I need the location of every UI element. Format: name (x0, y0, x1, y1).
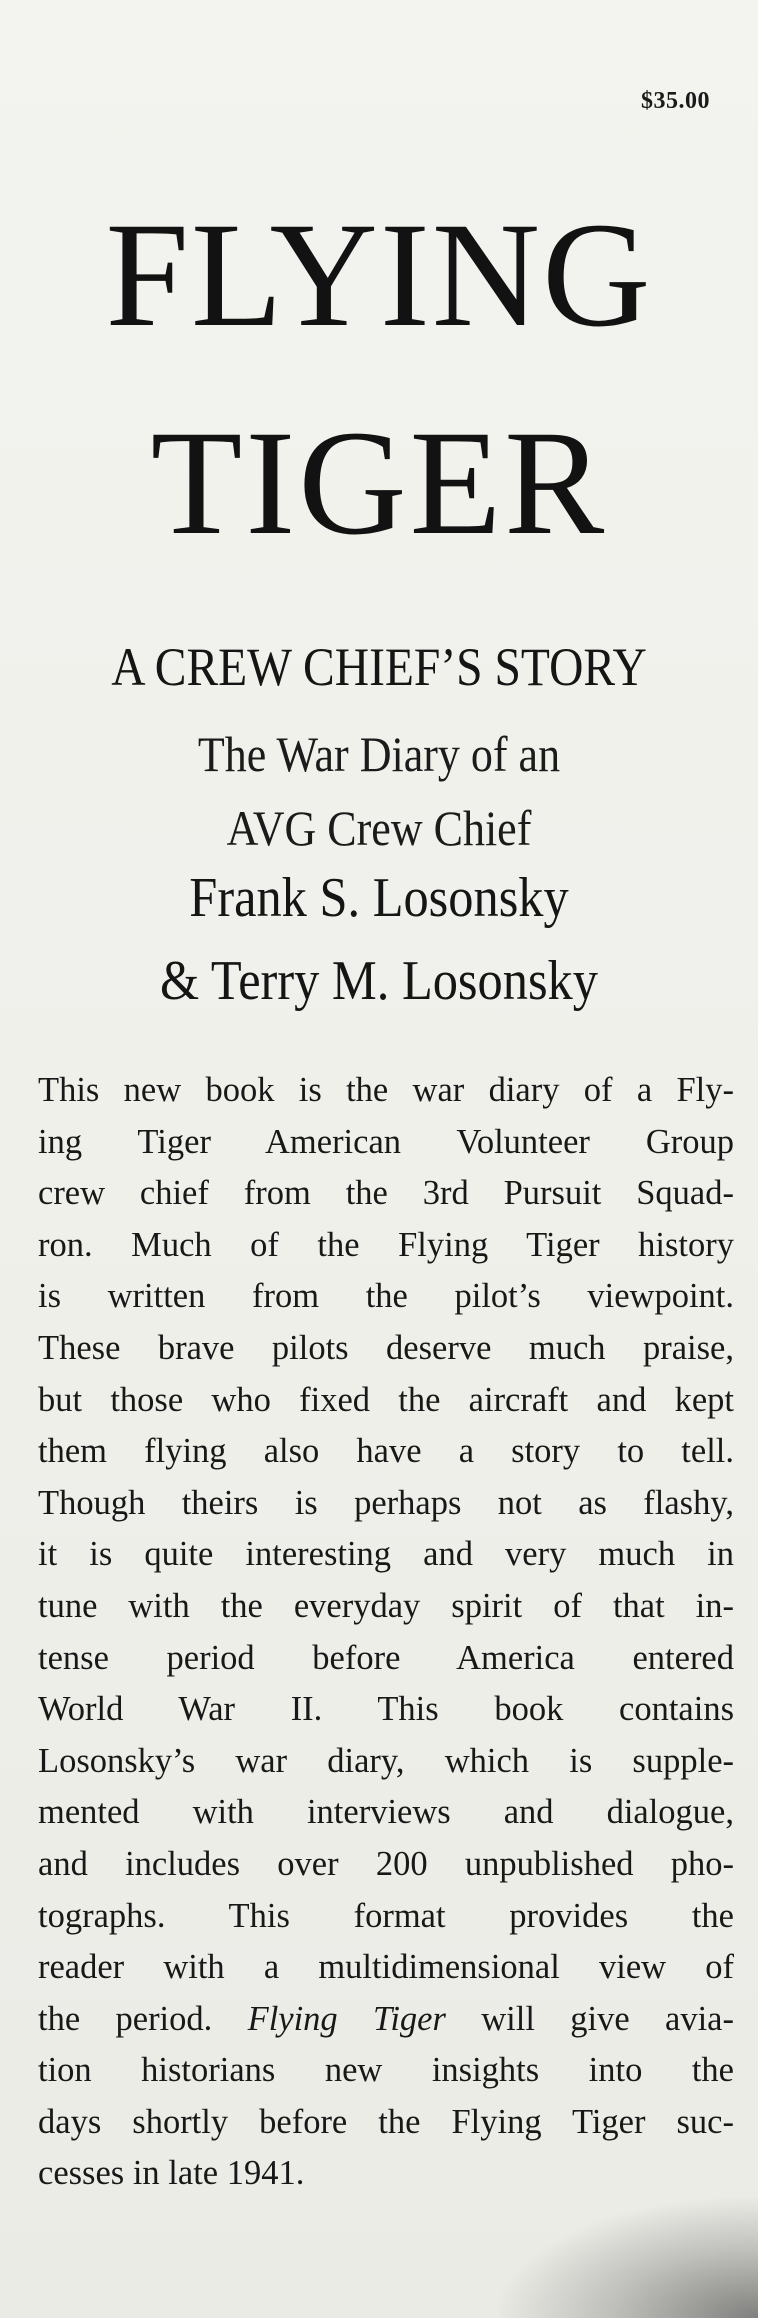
blurb-line: days shortly before the Flying Tiger suc- (38, 2102, 734, 2141)
blurb-line: tion historians new insights into the (38, 2051, 734, 2090)
blurb-line: reader with a multidimensional view of (38, 1948, 734, 1987)
book-description-line-2: AVG Crew Chief (226, 800, 532, 856)
blurb-text: the period. (38, 1999, 248, 2038)
book-description-line-1: The War Diary of an (197, 726, 561, 782)
blurb-line: World War II. This book contains (38, 1690, 734, 1729)
blurb-line: it is quite interesting and very much in (38, 1535, 734, 1574)
blurb-line: ing Tiger American Volunteer Group (38, 1122, 734, 1161)
photo-shadow (498, 2198, 758, 2318)
book-title-line-1: FLYING (105, 192, 653, 358)
blurb-line-with-italic-title (38, 1994, 734, 2046)
blurb-line: is written from the pilot’s viewpoint. (38, 1277, 734, 1316)
author-line-2: & Terry M. Losonsky (160, 950, 598, 1012)
blurb-line: them flying also have a story to tell. (38, 1432, 734, 1471)
blurb-line: This new book is the war diary of a Fly- (38, 1071, 734, 1109)
blurb-line: Losonsky’s war diary, which is supple- (38, 1741, 734, 1780)
blurb-line: tune with the everyday spirit of that in- (38, 1586, 734, 1625)
price-label: $35.00 (641, 88, 710, 114)
blurb-line: Though theirs is perhaps not as flashy, (38, 1483, 734, 1522)
book-blurb (38, 1065, 734, 2200)
blurb-line: cesses in late 1941. (38, 2154, 305, 2193)
blurb-line: but those who fixed the aircraft and kept (38, 1380, 734, 1419)
blurb-line: tographs. This format provides the (38, 1896, 734, 1935)
blurb-line: ron. Much of the Flying Tiger history (38, 1225, 734, 1264)
blurb-line: mented with interviews and dialogue, (38, 1793, 734, 1832)
book-title-line-2: TIGER (150, 400, 608, 566)
blurb-line: These brave pilots deserve much praise, (38, 1328, 734, 1367)
blurb-line: tense period before America entered (38, 1638, 734, 1677)
blurb-book-title-italic: Flying Tiger (247, 1999, 446, 2038)
author-line-1: Frank S. Losonsky (189, 867, 569, 929)
blurb-line: crew chief from the 3rd Pursuit Squad- (38, 1174, 734, 1213)
book-subtitle: A CREW CHIEF’S STORY (111, 637, 647, 697)
blurb-text: will give avia- (445, 1999, 734, 2038)
blurb-line: and includes over 200 unpublished pho- (38, 1844, 734, 1883)
